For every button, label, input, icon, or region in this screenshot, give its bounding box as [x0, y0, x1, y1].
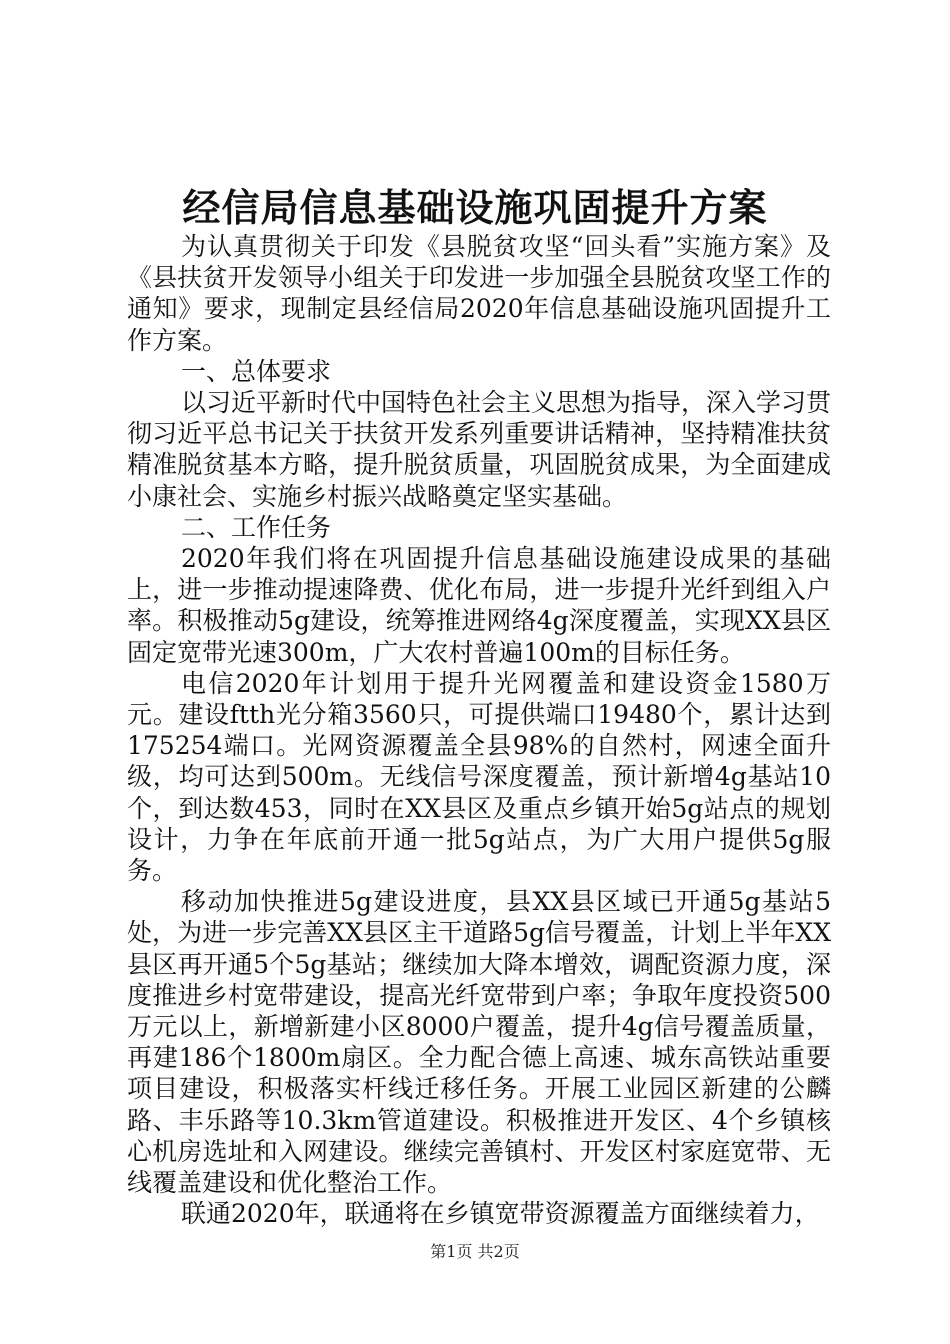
document-body: [127, 231, 831, 1230]
section-heading-general-requirements: 一、总体要求: [181, 356, 332, 386]
work-tasks-paragraph: 2020年我们将在巩固提升信息基础设施建设成果的基础上，进一步推动提速降费、优化布局，进一步提升光纤到组入户率。积极推动5g建设，统筹推进网络4g深度覆盖，实现XX县区固定宽带光速300m，广大农村普遍100m的目标任务。: [127, 544, 831, 667]
section-heading-work-tasks: 二、工作任务: [181, 512, 332, 542]
mobile-paragraph: 移动加快推进5g建设进度，县XX县区域已开通5g基站5处，为进一步完善XX县区主干道路5g信号覆盖，计划上半年XX县区再开通5个5g基站；继续加大降本增效，调配资源力度，深度推进乡村宽带建设，提高光纤宽带到户率；争取年度投资500万元以上，新增新建小区8000户覆盖，提升4g信号覆盖质量，再建186个1800m扇区。全力配合德上高速、城东高铁站重要项目建设，积极落实杆线迁移任务。开展工业园区新建的公麟路、丰乐路等10.3km管道建设。积极推进开发区、4个乡镇核心机房选址和入网建设。继续完善镇村、开发区村家庭宽带、无线覆盖建设和优化整治工作。: [127, 887, 831, 1198]
document-title: 经信局信息基础设施巩固提升方案: [182, 185, 768, 230]
intro-paragraph: 为认真贯彻关于印发《县脱贫攻坚“回头看”实施方案》及《县扶贫开发领导小组关于印发进一步加强全县脱贫攻坚工作的通知》要求，现制定县经信局2020年信息基础设施巩固提升工作方案。: [127, 232, 831, 355]
general-requirements-paragraph: 以习近平新时代中国特色社会主义思想为指导，深入学习贯彻习近平总书记关于扶贫开发系列重要讲话精神，坚持精准扶贫精准脱贫基本方略，提升脱贫质量，巩固脱贫成果，为全面建成小康社会、实施乡村振兴战略奠定坚实基础。: [127, 388, 832, 511]
unicom-paragraph: 联通2020年，联通将在乡镇宽带资源覆盖方面继续着力，: [181, 1199, 820, 1229]
page-indicator: 第1页 共2页: [430, 1242, 520, 1261]
telecom-paragraph: 电信2020年计划用于提升光网覆盖和建设资金1580万元。建设ftth光分箱3560只，可提供端口19480个，累计达到175254端口。光网资源覆盖全县98%的自然村，网速全面升级，均可达到500m。无线信号深度覆盖，预计新增4g基站10个，到达数453，同时在XX县区及重点乡镇开始5g站点的规划设计，力争在年底前开通一批5g站点，为广大用户提供5g服务。: [127, 668, 831, 886]
